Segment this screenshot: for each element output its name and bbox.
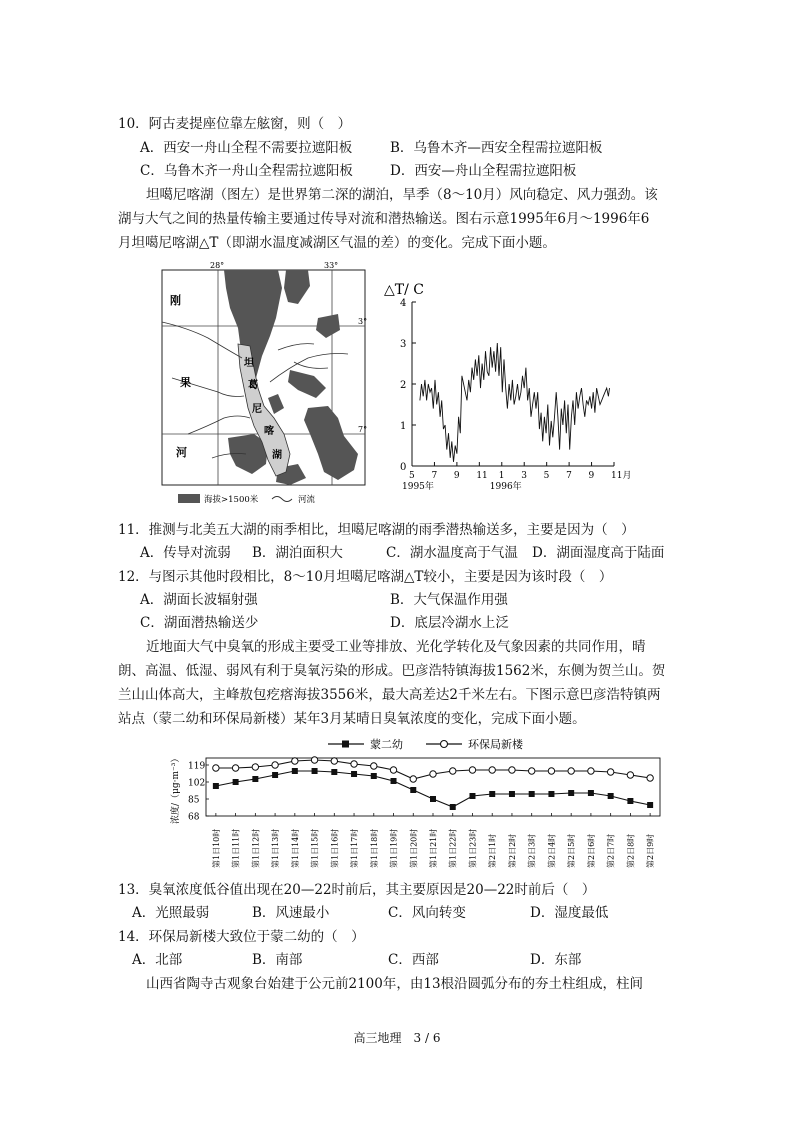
tanganyika-map xyxy=(158,258,376,513)
data-point-huanbaoju xyxy=(509,767,515,773)
q11-option-c: C．湖水温度高于气温 xyxy=(386,545,518,561)
q10-option-d: D．西安—舟山全程需拉遮阳板 xyxy=(390,163,577,179)
data-point-huanbaoju xyxy=(647,775,653,781)
q12-option-a: A．湖面长波辐射强 xyxy=(140,592,258,608)
map-lat-label-3: 3° xyxy=(358,317,368,326)
legend-label-huanbaoju: 环保局新楼 xyxy=(468,738,523,751)
data-point-huanbaoju xyxy=(588,768,594,774)
passage2-line-2: 朗、高温、低湿、弱风有利于臭氧污染的形成。巴彦浩特镇海拔1562米，东侧为贺兰山。贺 xyxy=(118,663,666,679)
delta-t-chart xyxy=(378,276,640,498)
river xyxy=(278,344,314,350)
map-lon-label-33: 33° xyxy=(324,261,339,270)
page-footer: 高三地理 3 / 6 xyxy=(353,1031,441,1045)
data-point-mengeryou xyxy=(233,779,239,785)
legend-highland-label: 海拔>1500米 xyxy=(204,495,259,505)
y-tick-label: 1 xyxy=(400,421,407,432)
ozone-axis-title: 浓度/（μg·m⁻³） xyxy=(171,753,181,824)
data-point-huanbaoju xyxy=(390,767,396,773)
highland-area xyxy=(288,370,326,398)
q13-option-b: B．风速最小 xyxy=(252,905,330,921)
delta-t-series-line xyxy=(420,343,610,462)
x-tick-label: 第1日10时 xyxy=(211,828,221,868)
q10-option-b: B．乌鲁木齐—西安全程需拉遮阳板 xyxy=(390,140,603,156)
data-point-mengeryou xyxy=(529,791,535,797)
x-tick-label: 第2日8时 xyxy=(626,833,636,868)
legend-highland-swatch xyxy=(178,494,200,503)
legend-marker-mengeryou xyxy=(342,741,349,748)
x-year-label: 1995年 xyxy=(402,482,434,492)
data-point-mengeryou xyxy=(252,776,258,782)
x-tick-label: 5 xyxy=(409,471,415,481)
map-lat-label-7: 7° xyxy=(358,425,368,434)
data-point-huanbaoju xyxy=(430,771,436,777)
x-tick-label: 第1日14时 xyxy=(290,828,300,868)
x-tick-label: 9 xyxy=(588,471,595,481)
x-tick-label: 第2日4时 xyxy=(547,833,557,868)
x-tick-label: 第2日9时 xyxy=(646,833,656,868)
x-tick-label: 11月 xyxy=(611,471,632,481)
x-tick-label: 第2日2时 xyxy=(507,833,517,868)
data-point-mengeryou xyxy=(410,787,416,793)
q11-stem: 11．推测与北美五大湖的雨季相比，坦噶尼喀湖的雨季潜热输送多，主要是因为（ ） xyxy=(118,522,635,538)
highland-area xyxy=(316,314,340,338)
data-point-mengeryou xyxy=(312,768,318,774)
passage2-line-1: 近地面大气中臭氧的形成主要受工业等排放、光化学转化及气象因素的共同作用，晴 xyxy=(146,639,646,655)
x-tick-label: 第1日20时 xyxy=(409,828,419,868)
data-point-huanbaoju xyxy=(627,772,633,778)
q11-option-b: B．湖泊面积大 xyxy=(252,545,343,561)
q10-option-a: A．西安一舟山全程不需要拉遮阳板 xyxy=(140,140,353,156)
x-tick-label: 第1日22时 xyxy=(448,828,458,868)
x-tick-label: 7 xyxy=(566,471,572,481)
data-point-huanbaoju xyxy=(469,767,475,773)
q13-option-d: D．湿度最低 xyxy=(530,905,609,921)
map-lake-label: 坦 xyxy=(244,358,254,369)
q13-option-a: A．光照最弱 xyxy=(132,905,210,921)
x-tick-label: 第1日15时 xyxy=(310,828,320,868)
y-tick-label: 85 xyxy=(188,795,200,806)
map-country-label: 河 xyxy=(176,446,187,459)
x-tick-label: 第1日18时 xyxy=(369,828,379,868)
x-tick-label: 第1日19时 xyxy=(389,828,399,868)
q12-option-b: B．大气保温作用强 xyxy=(390,592,508,608)
data-point-huanbaoju xyxy=(331,758,337,764)
data-point-mengeryou xyxy=(509,791,515,797)
x-tick-label: 第2日1时 xyxy=(488,833,498,868)
data-point-mengeryou xyxy=(627,798,633,804)
q14-option-a: A．北部 xyxy=(132,952,183,968)
q14-stem: 14．环保局新楼大致位于蒙二幼的（ ） xyxy=(118,929,365,945)
legend-river-swatch xyxy=(272,497,292,502)
x-tick-label: 5 xyxy=(543,471,550,481)
river xyxy=(188,416,250,434)
data-point-huanbaoju xyxy=(548,768,554,774)
x-tick-label: 第1日21时 xyxy=(429,828,438,868)
x-tick-label: 第1日12时 xyxy=(251,828,261,868)
data-point-huanbaoju xyxy=(371,763,377,769)
x-tick-label: 第1日11时 xyxy=(231,828,241,868)
x-tick-label: 第1日17时 xyxy=(350,828,360,868)
y-tick-label: 0 xyxy=(400,462,407,473)
data-point-huanbaoju xyxy=(292,758,298,764)
q12-stem: 12．与图示其他时段相比，8～10月坦噶尼喀湖△T较小，主要是因为该时段（ ） xyxy=(118,569,613,585)
passage1-line-1: 坦噶尼喀湖（图左）是世界第二深的湖泊，旱季（8～10月）风向稳定、风力强劲。该 xyxy=(146,187,658,203)
data-point-mengeryou xyxy=(608,793,614,799)
highland-area xyxy=(268,394,284,414)
data-point-huanbaoju xyxy=(528,768,534,774)
data-point-huanbaoju xyxy=(489,767,495,773)
map-lon-label-28: 28° xyxy=(210,261,225,270)
x-tick-label: 第2日6时 xyxy=(586,833,596,868)
legend-river-label: 河流 xyxy=(298,495,316,505)
data-point-mengeryou xyxy=(450,804,456,810)
x-tick-label: 第2日5时 xyxy=(567,833,577,868)
passage3-line-1: 山西省陶寺古观象台始建于公元前2100年，由13根沿圆弧分布的夯土柱组成，柱间 xyxy=(146,976,644,992)
q13-option-c: C．风向转变 xyxy=(388,905,466,921)
x-tick-label: 第1日13时 xyxy=(271,828,281,868)
x-tick-label: 11 xyxy=(476,471,488,481)
data-point-mengeryou xyxy=(292,768,298,774)
x-year-label: 1996年 xyxy=(489,482,522,492)
q13-stem: 13．臭氧浓度低谷值出现在20—22时前后，其主要原因是20—22时前后（ ） xyxy=(118,882,596,898)
data-point-mengeryou xyxy=(469,793,475,799)
map-lake-label: 喀 xyxy=(264,426,274,437)
y-tick-label: 68 xyxy=(188,812,200,823)
x-tick-label: 9 xyxy=(453,471,460,481)
q12-option-c: C．湖面潜热输送少 xyxy=(140,615,259,631)
x-tick-label: 第1日16时 xyxy=(330,828,340,868)
passage2-line-4: 站点（蒙二幼和环保局新楼）某年3月某晴日臭氧浓度的变化，完成下面小题。 xyxy=(118,711,586,727)
passage2-line-3: 兰山山体高大，主峰敖包疙瘩海拔3556米，最大高差达2千米左右。下图示意巴彦浩特镇两 xyxy=(118,687,661,703)
q14-option-c: C．西部 xyxy=(388,952,439,968)
passage1-line-3: 月坦噶尼喀湖△T（即湖水温度减湖区气温的差）的变化。完成下面小题。 xyxy=(118,235,556,251)
map-lake-label: 湖 xyxy=(272,450,282,461)
data-point-huanbaoju xyxy=(213,765,219,771)
map-country-label: 果 xyxy=(180,376,191,389)
data-point-mengeryou xyxy=(588,790,594,796)
x-tick-label: 3 xyxy=(521,471,527,481)
q10-stem: 10．阿古麦提座位靠左舷窗，则（ ） xyxy=(118,116,352,132)
data-point-huanbaoju xyxy=(232,765,238,771)
y-tick-label: 2 xyxy=(400,380,407,391)
data-point-huanbaoju xyxy=(410,776,416,782)
highland-area xyxy=(304,406,358,480)
data-point-mengeryou xyxy=(647,802,653,808)
data-point-mengeryou xyxy=(489,791,495,797)
data-point-huanbaoju xyxy=(311,757,317,763)
data-point-huanbaoju xyxy=(568,768,574,774)
data-point-huanbaoju xyxy=(607,769,613,775)
y-tick-label: 3 xyxy=(400,339,407,350)
x-tick-label: 第1日23时 xyxy=(468,828,478,868)
ozone-concentration-chart xyxy=(168,732,668,872)
map-lake-label: 葛 xyxy=(248,380,258,391)
x-tick-label: 7 xyxy=(431,471,438,481)
data-point-huanbaoju xyxy=(450,768,456,774)
q10-option-c: C．乌鲁木齐一舟山全程需拉遮阳板 xyxy=(140,163,353,179)
map-country-label: 刚 xyxy=(170,294,181,307)
legend-marker-huanbaoju xyxy=(441,741,448,748)
passage1-line-2: 湖与大气之间的热量传输主要通过传导对流和潜热输送。图右示意1995年6月～1996年6 xyxy=(118,211,650,227)
data-point-mengeryou xyxy=(430,796,436,802)
data-point-mengeryou xyxy=(351,771,357,777)
data-point-mengeryou xyxy=(213,783,219,789)
x-tick-label: 第2日7时 xyxy=(606,833,616,868)
legend-label-mengeryou: 蒙二幼 xyxy=(370,738,403,751)
q14-option-d: D．东部 xyxy=(530,952,582,968)
q12-option-d: D．底层冷湖水上泛 xyxy=(390,615,509,631)
data-point-huanbaoju xyxy=(272,762,278,768)
data-point-mengeryou xyxy=(568,790,574,796)
data-point-huanbaoju xyxy=(252,764,258,770)
q11-option-a: A．传导对流弱 xyxy=(140,545,231,561)
x-tick-label: 第2日3时 xyxy=(527,833,537,868)
river xyxy=(162,322,242,358)
data-point-huanbaoju xyxy=(351,761,357,767)
map-lake-label: 尼 xyxy=(252,404,262,415)
data-point-mengeryou xyxy=(548,791,554,797)
data-point-mengeryou xyxy=(272,772,278,778)
y-tick-label: 4 xyxy=(400,298,407,309)
x-tick-label: 1 xyxy=(498,471,505,481)
data-point-mengeryou xyxy=(391,778,397,784)
y-tick-label: 102 xyxy=(188,778,206,789)
highland-area xyxy=(284,270,310,304)
y-tick-label: 119 xyxy=(188,761,206,772)
data-point-mengeryou xyxy=(331,769,337,775)
delta-t-axis-title: △T/ C xyxy=(384,282,424,298)
data-point-mengeryou xyxy=(371,773,377,779)
q11-option-d: D．湖面湿度高于陆面 xyxy=(532,545,665,561)
q14-option-b: B．南部 xyxy=(252,952,303,968)
